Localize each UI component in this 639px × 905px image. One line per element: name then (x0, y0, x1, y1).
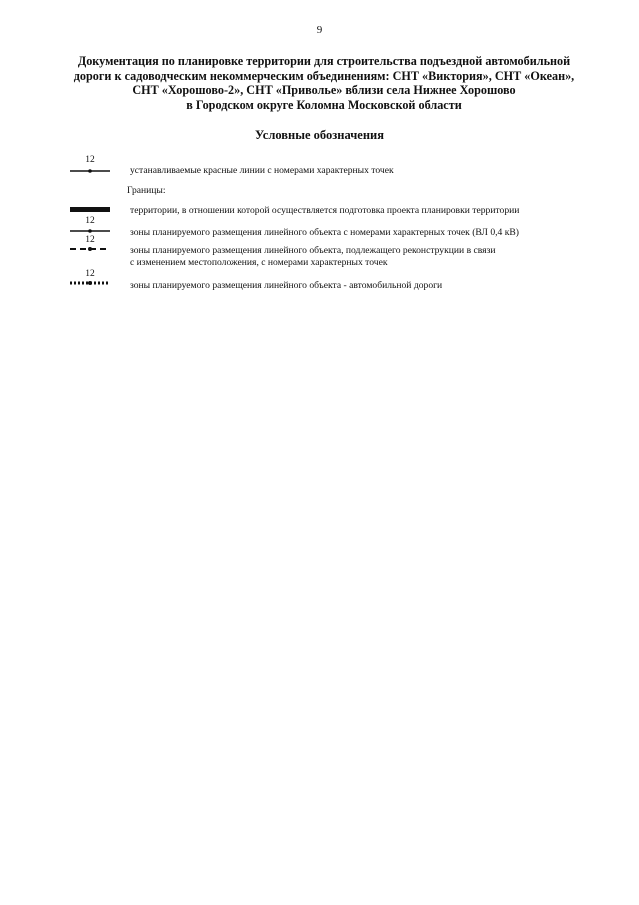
reconstruction-symbol (70, 235, 110, 257)
road-symbol (70, 269, 110, 291)
hatched-line-icon (70, 279, 110, 287)
reconstruction-description-line-2: с изменением местоположения, с номерами характерных точек (130, 257, 388, 268)
red-line-point-number: 12 (85, 155, 95, 165)
reconstruction-description-line-1: зоны планируемого размещения линейного объекта, подлежащего реконструкции в связи (130, 245, 496, 256)
title-line-3: СНТ «Хорошово-2», СНТ «Приволье» вблизи села Нижнее Хорошово (132, 83, 516, 98)
boundaries-label: Границы: (127, 185, 166, 196)
road-description: зоны планируемого размещения линейного объекта - автомобильной дороги (130, 280, 443, 291)
red-line-line-icon (70, 167, 110, 175)
red-line-description: устанавливаемые красные линии с номерами характерных точек (130, 165, 394, 176)
reconstruction-point-number: 12 (85, 235, 95, 245)
title-line-4: в Городском округе Коломна Московской области (186, 97, 462, 112)
road-point-number: 12 (85, 269, 95, 279)
red-line-symbol (70, 155, 110, 177)
title-line-1: Документация по планировке территории для строительства подъездной автомобильной (77, 54, 571, 68)
document-title (40, 54, 608, 112)
linear-object-description: зоны планируемого размещения линейного объекта с номерами характерных точек (ВЛ 0,4 кВ) (130, 227, 519, 238)
territory-boundary-description: территории, в отношении которой осуществляется подготовка проекта планировки территории (130, 205, 520, 216)
linear-object-line-icon (70, 227, 110, 235)
dashed-line-icon (70, 245, 110, 253)
page-number: 9 (316, 24, 323, 36)
territory-boundary-icon (70, 206, 110, 214)
linear-object-point-number: 12 (85, 216, 95, 226)
title-line-2: дороги к садоводческим некоммерческим объединениям: СНТ «Виктория», СНТ «Океан», (73, 68, 575, 83)
legend-heading: Условные обозначения (254, 128, 385, 142)
